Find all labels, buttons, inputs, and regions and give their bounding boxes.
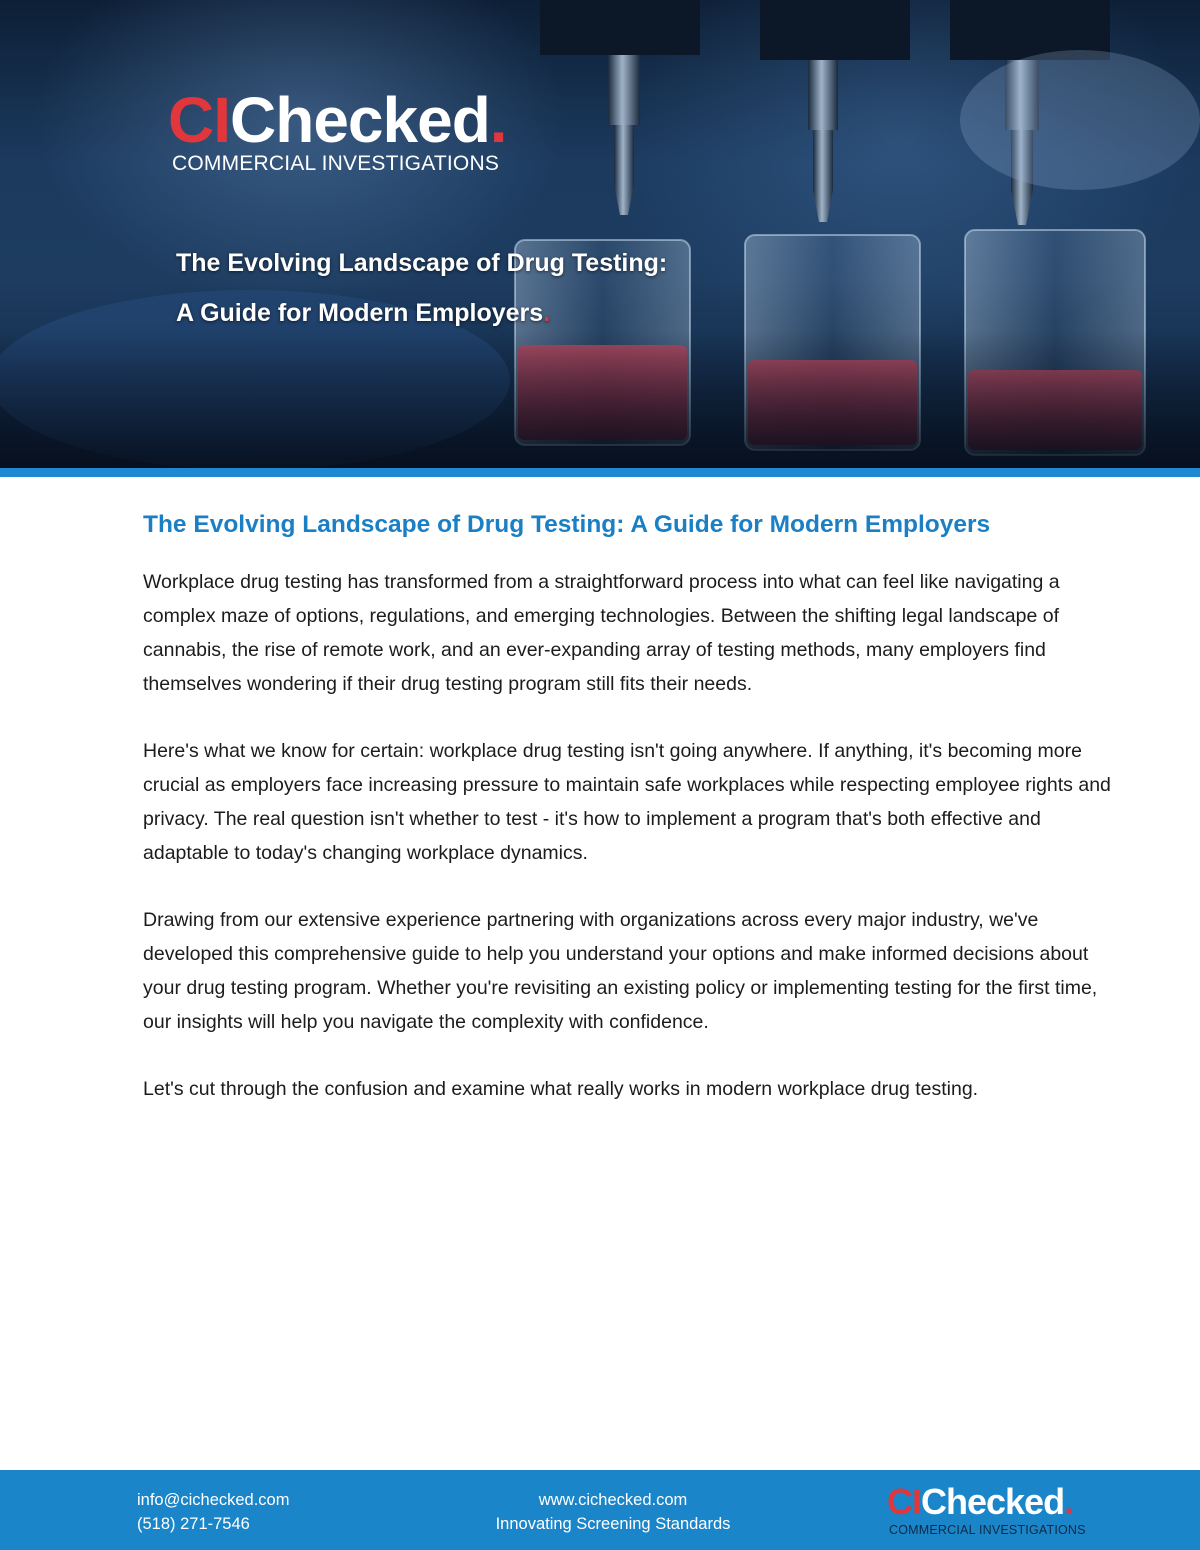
hero-banner <box>0 0 1200 468</box>
hero-title-line-2-text: A Guide for Modern Employers <box>176 299 544 327</box>
article-paragraph: Workplace drug testing has transformed from a straightforward process into what can feel like navigating a complex maze of options, regulations, and emerging technologies. Between the shifting legal landscape of cannabis, the rise of remote work, and an ever-expanding array of testing methods, many employers find themselves wondering if their drug testing program still fits their needs. <box>143 571 1060 695</box>
footer-site <box>488 1488 738 1536</box>
logo-tagline: COMMERCIAL INVESTIGATIONS <box>172 152 500 175</box>
logo-prefix: CI <box>168 84 230 156</box>
article <box>143 505 1133 1106</box>
logo-name: Checked <box>230 84 490 156</box>
footer-logo-name: Checked <box>921 1481 1065 1522</box>
hero-title <box>176 238 667 338</box>
logo-dot: . <box>489 84 507 156</box>
footer-brand-logo <box>887 1481 1086 1542</box>
hero-title-accent: . <box>543 299 551 327</box>
footer-logo-tagline: COMMERCIAL INVESTIGATIONS <box>889 1523 1086 1537</box>
footer-logo-prefix: CI <box>887 1481 921 1522</box>
article-paragraph: Let's cut through the confusion and examine what really works in modern workplace drug testing. <box>143 1078 979 1100</box>
lab-pipettes-image <box>0 0 1200 468</box>
article-body <box>143 565 1133 1106</box>
footer-logo-dot: . <box>1064 1481 1074 1522</box>
hero-title-line-2 <box>176 288 667 338</box>
logo-wordmark <box>168 84 507 156</box>
footer <box>0 1470 1200 1550</box>
article-paragraph: Drawing from our extensive experience partnering with organizations across every major industry, we've developed this comprehensive guide to help you understand your options and make informed decisions about your drug testing program. Whether you're revisiting an existing policy or implementing testing for the first time, our insights will help you navigate the complexity with confidence. <box>143 909 1098 1033</box>
footer-slogan: Innovating Screening Standards <box>495 1515 731 1533</box>
brand-logo <box>168 84 507 176</box>
footer-website-link[interactable]: www.cichecked.com <box>538 1491 688 1509</box>
hero-divider <box>0 468 1200 477</box>
article-heading: The Evolving Landscape of Drug Testing: A Guide for Modern Employers <box>143 511 991 538</box>
footer-email-link[interactable]: info@cichecked.com <box>137 1491 290 1509</box>
article-paragraph: Here's what we know for certain: workplace drug testing isn't going anywhere. If anything, it's becoming more crucial as employers face increasing pressure to maintain safe workplaces while respecting employee rights and privacy. The real question isn't whether to test - it's how to implement a program that's both effective and adaptable to today's changing workplace dynamics. <box>143 740 1111 864</box>
footer-logo-wordmark <box>887 1481 1086 1522</box>
footer-contact <box>137 1488 289 1536</box>
footer-phone[interactable]: (518) 271-7546 <box>137 1515 250 1533</box>
hero-title-line-1: The Evolving Landscape of Drug Testing: <box>176 249 668 277</box>
